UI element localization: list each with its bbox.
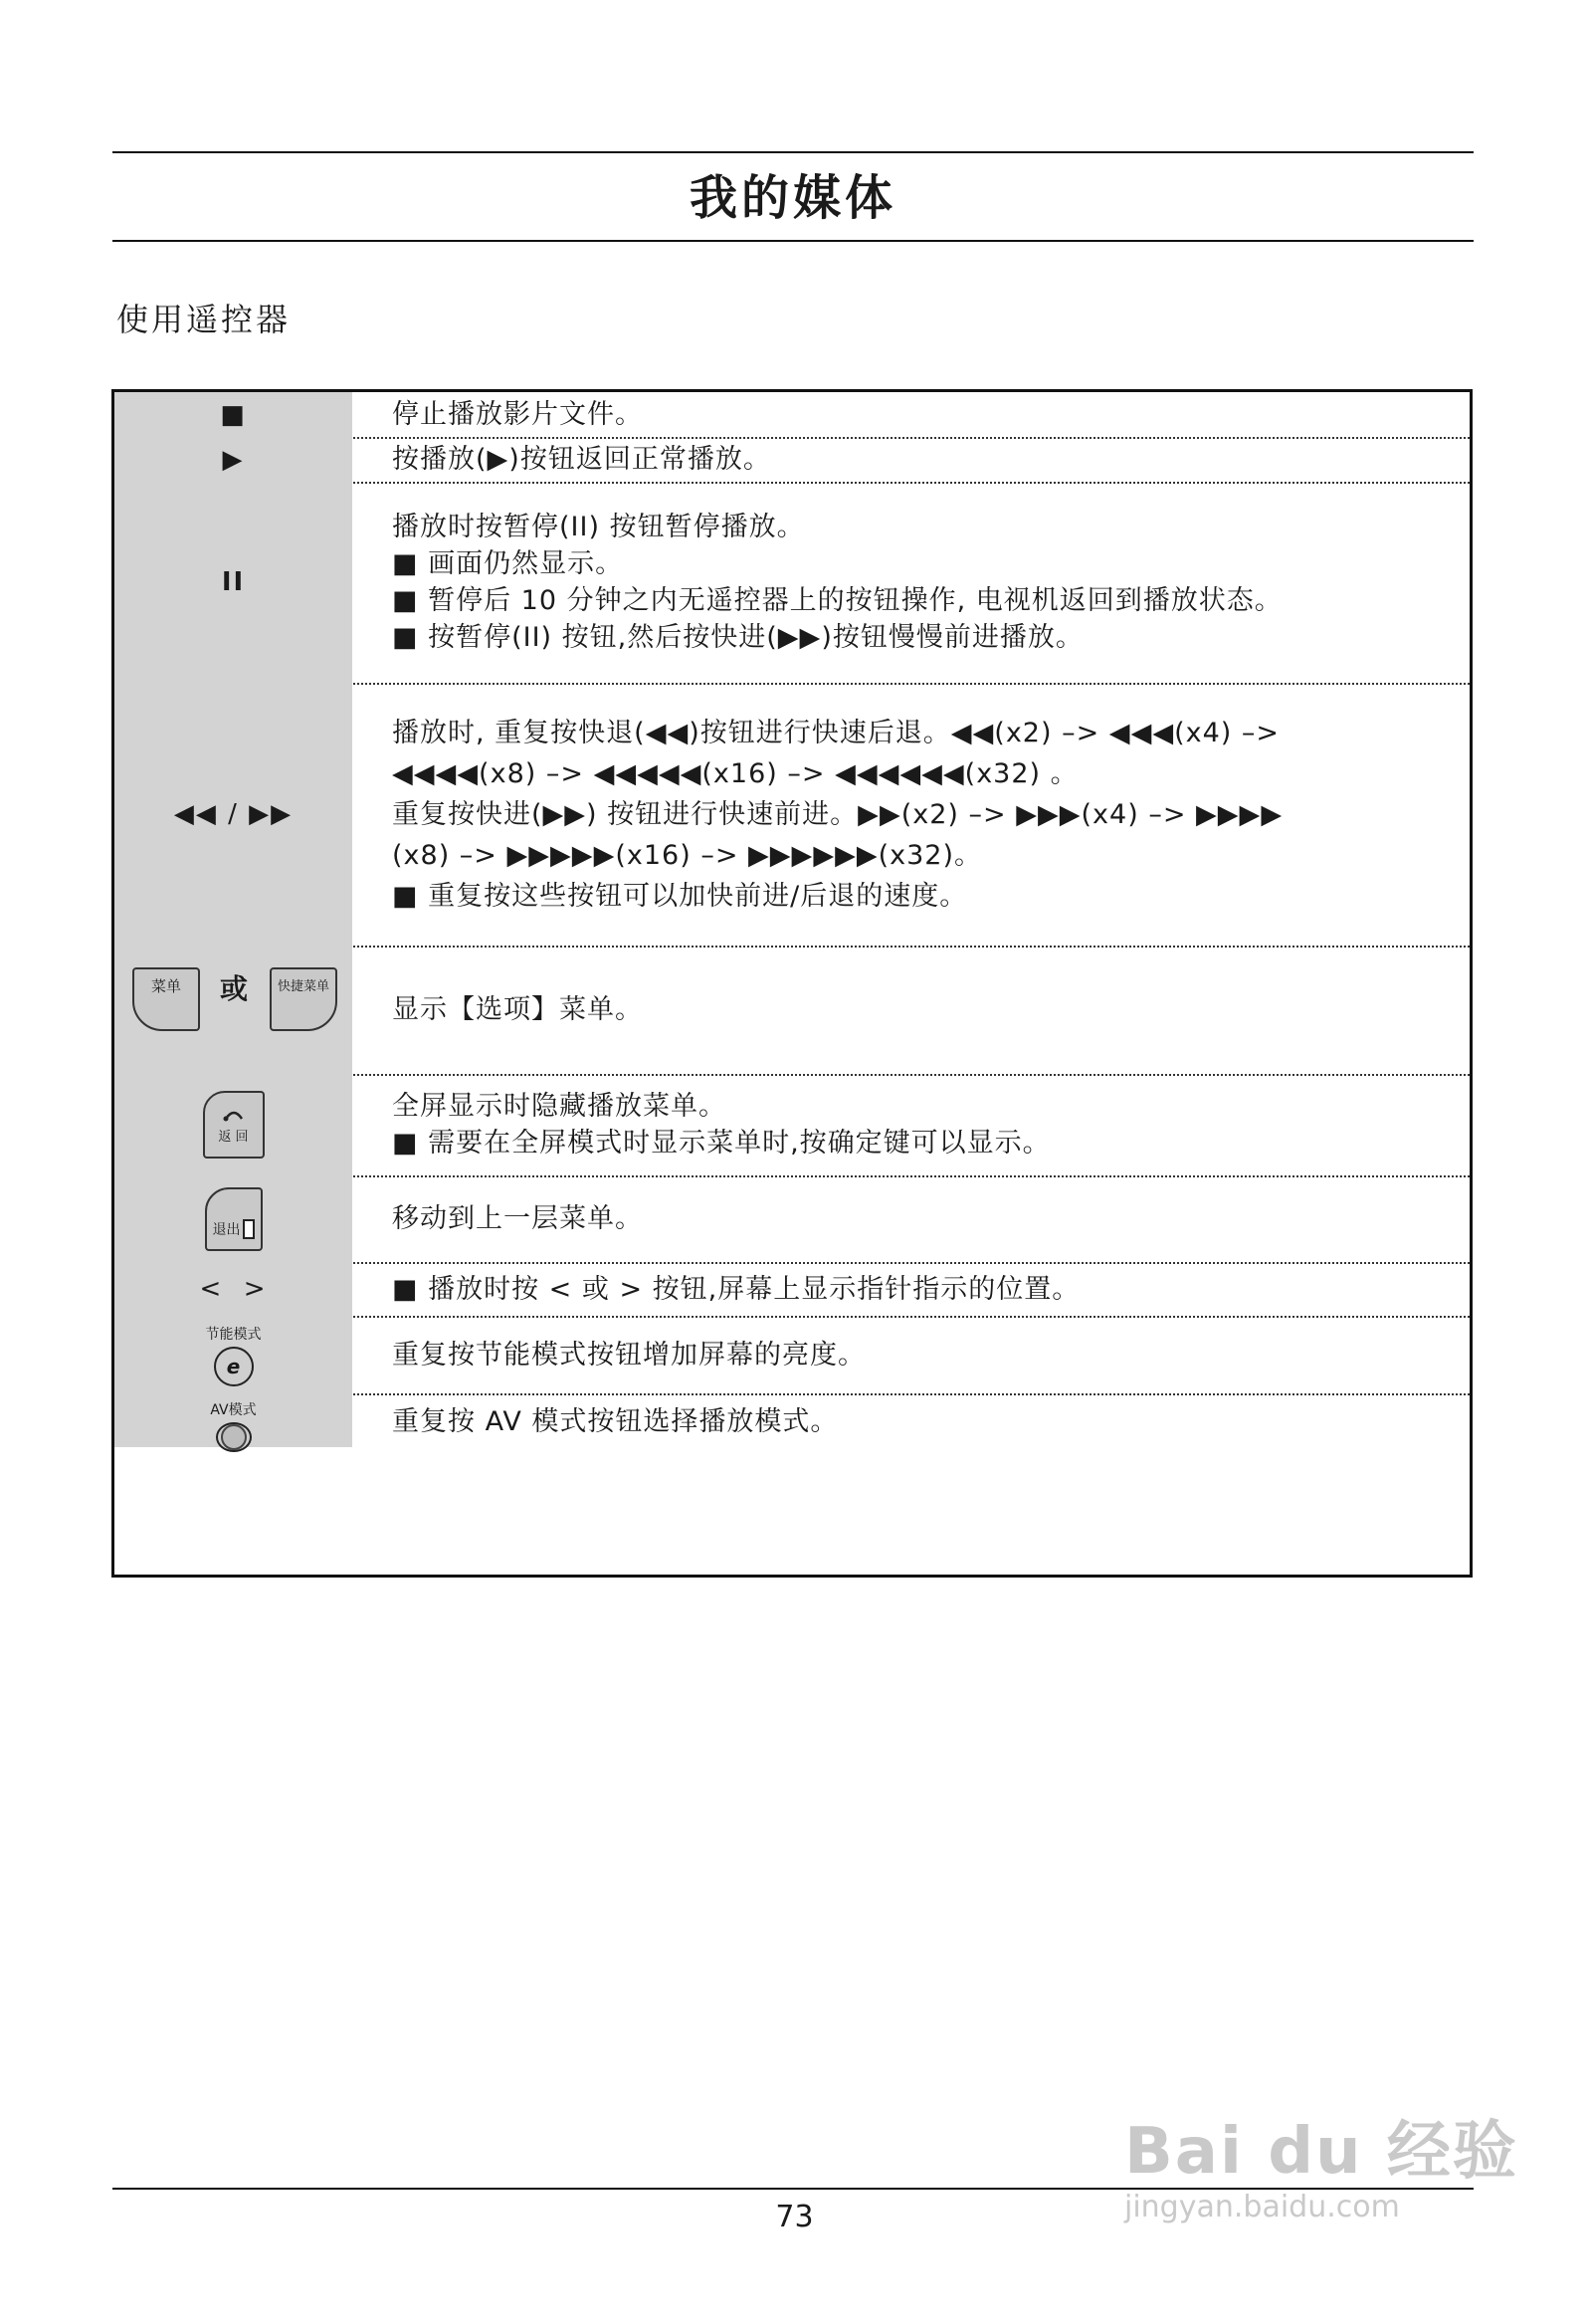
table-row bbox=[114, 1262, 1470, 1318]
energy-saving-label: 节能模式 bbox=[205, 1326, 262, 1343]
description-line: 播放时, 重复按快退(◀◀)按钮进行快速后退。◀◀(x2) –> ◀◀◀(x4) –> bbox=[392, 717, 1281, 748]
section-heading: 使用遥控器 bbox=[116, 301, 292, 338]
table-row bbox=[114, 1316, 1470, 1395]
description-line: ■ 画面仍然显示。 bbox=[392, 548, 624, 579]
watermark-site: jingyan.baidu.com bbox=[1124, 2190, 1400, 2224]
table-row bbox=[114, 437, 1470, 484]
table-row bbox=[114, 1393, 1470, 1575]
leaf-icon: e bbox=[226, 1354, 241, 1378]
key-cell bbox=[114, 683, 352, 946]
exit-door-icon bbox=[243, 1219, 255, 1239]
table-row bbox=[114, 392, 1470, 439]
description-cell bbox=[352, 946, 1470, 1074]
back-button-icon bbox=[203, 1091, 265, 1159]
table-row bbox=[114, 482, 1470, 685]
watermark-brand: Bai du 经验 bbox=[1124, 2115, 1518, 2189]
description-line: 停止播放影片文件。 bbox=[392, 399, 643, 430]
pause-icon: II bbox=[221, 567, 246, 597]
description-line: ■ 播放时按 < 或 > 按钮,屏幕上显示指针指示的位置。 bbox=[392, 1273, 1081, 1305]
description-cell bbox=[352, 392, 1470, 437]
page-number: 73 bbox=[775, 2200, 814, 2234]
description-line: ◀◀◀◀(x8) –> ◀◀◀◀◀(x16) –> ◀◀◀◀◀◀(x32) 。 bbox=[392, 757, 1079, 789]
description-cell bbox=[352, 1175, 1470, 1262]
description-cell bbox=[352, 437, 1470, 482]
description-cell bbox=[352, 1262, 1470, 1316]
description-line: 全屏显示时隐藏播放菜单。 bbox=[392, 1091, 726, 1122]
description-line: ■ 暂停后 10 分钟之内无遥控器上的按钮操作, 电视机返回到播放状态。 bbox=[392, 585, 1283, 616]
table-row bbox=[114, 683, 1470, 948]
description-line: 重复按快进(▶▶) 按钮进行快速前进。▶▶(x2) –> ▶▶▶(x4) –> ▶▶▶▶ bbox=[392, 798, 1284, 830]
key-cell bbox=[114, 437, 352, 482]
description-line: 重复按 AV 模式按钮选择播放模式。 bbox=[392, 1406, 839, 1437]
return-arrow-icon bbox=[222, 1106, 246, 1122]
key-cell bbox=[114, 392, 352, 437]
back-button-label: 返 回 bbox=[218, 1129, 249, 1145]
quick-menu-button-label: 快捷菜单 bbox=[277, 979, 329, 994]
description-line: 移动到上一层菜单。 bbox=[392, 1203, 643, 1234]
description-line: ■ 需要在全屏模式时显示菜单时,按确定键可以显示。 bbox=[392, 1128, 1051, 1159]
key-cell bbox=[114, 1316, 352, 1393]
description-line: (x8) –> ▶▶▶▶▶(x16) –> ▶▶▶▶▶▶(x32)。 bbox=[392, 839, 983, 871]
circle-button-icon bbox=[221, 1424, 247, 1450]
description-line: ■ 按暂停(II) 按钮,然后按快进(▶▶)按钮慢慢前进播放。 bbox=[392, 622, 1084, 653]
table-row bbox=[114, 946, 1470, 1076]
exit-button-icon bbox=[205, 1187, 263, 1251]
key-cell bbox=[114, 1262, 352, 1316]
description-cell bbox=[352, 1316, 1470, 1393]
or-label: 或 bbox=[220, 972, 249, 1005]
left-right-arrow-icon: < > bbox=[199, 1274, 268, 1304]
key-cell bbox=[114, 946, 352, 1074]
exit-button-label: 退出 bbox=[212, 1221, 241, 1238]
description-line: 播放时按暂停(II) 按钮暂停播放。 bbox=[392, 512, 805, 542]
key-cell bbox=[114, 1175, 352, 1262]
description-cell bbox=[352, 482, 1470, 683]
description-cell bbox=[352, 1074, 1470, 1175]
description-line: 按播放(▶)按钮返回正常播放。 bbox=[392, 444, 771, 475]
play-icon: ▶ bbox=[222, 444, 245, 475]
table-row bbox=[114, 1074, 1470, 1177]
key-cell bbox=[114, 1393, 352, 1447]
title-underline bbox=[112, 240, 1474, 242]
remote-control-table bbox=[111, 389, 1473, 1578]
description-line: 显示【选项】菜单。 bbox=[392, 994, 643, 1025]
quick-menu-button-icon bbox=[270, 967, 337, 1031]
av-mode-button-icon bbox=[216, 1422, 252, 1452]
menu-button-icon bbox=[132, 967, 200, 1031]
description-line: ■ 重复按这些按钮可以加快前进/后退的速度。 bbox=[392, 880, 968, 912]
top-rule bbox=[112, 151, 1474, 153]
description-cell bbox=[352, 683, 1470, 946]
description-cell bbox=[352, 1393, 1470, 1575]
table-row bbox=[114, 1175, 1470, 1264]
energy-saving-button-icon bbox=[214, 1347, 254, 1386]
menu-button-label: 菜单 bbox=[150, 977, 181, 995]
rewind-fastforward-icon: ◀◀ / ▶▶ bbox=[173, 799, 294, 829]
key-cell bbox=[114, 1074, 352, 1175]
description-line: 重复按节能模式按钮增加屏幕的亮度。 bbox=[392, 1339, 866, 1371]
watermark bbox=[1124, 2100, 1518, 2224]
page-title: 我的媒体 bbox=[689, 170, 896, 226]
key-cell bbox=[114, 482, 352, 683]
av-mode-label: AV模式 bbox=[210, 1402, 257, 1418]
stop-icon: ■ bbox=[220, 399, 247, 430]
